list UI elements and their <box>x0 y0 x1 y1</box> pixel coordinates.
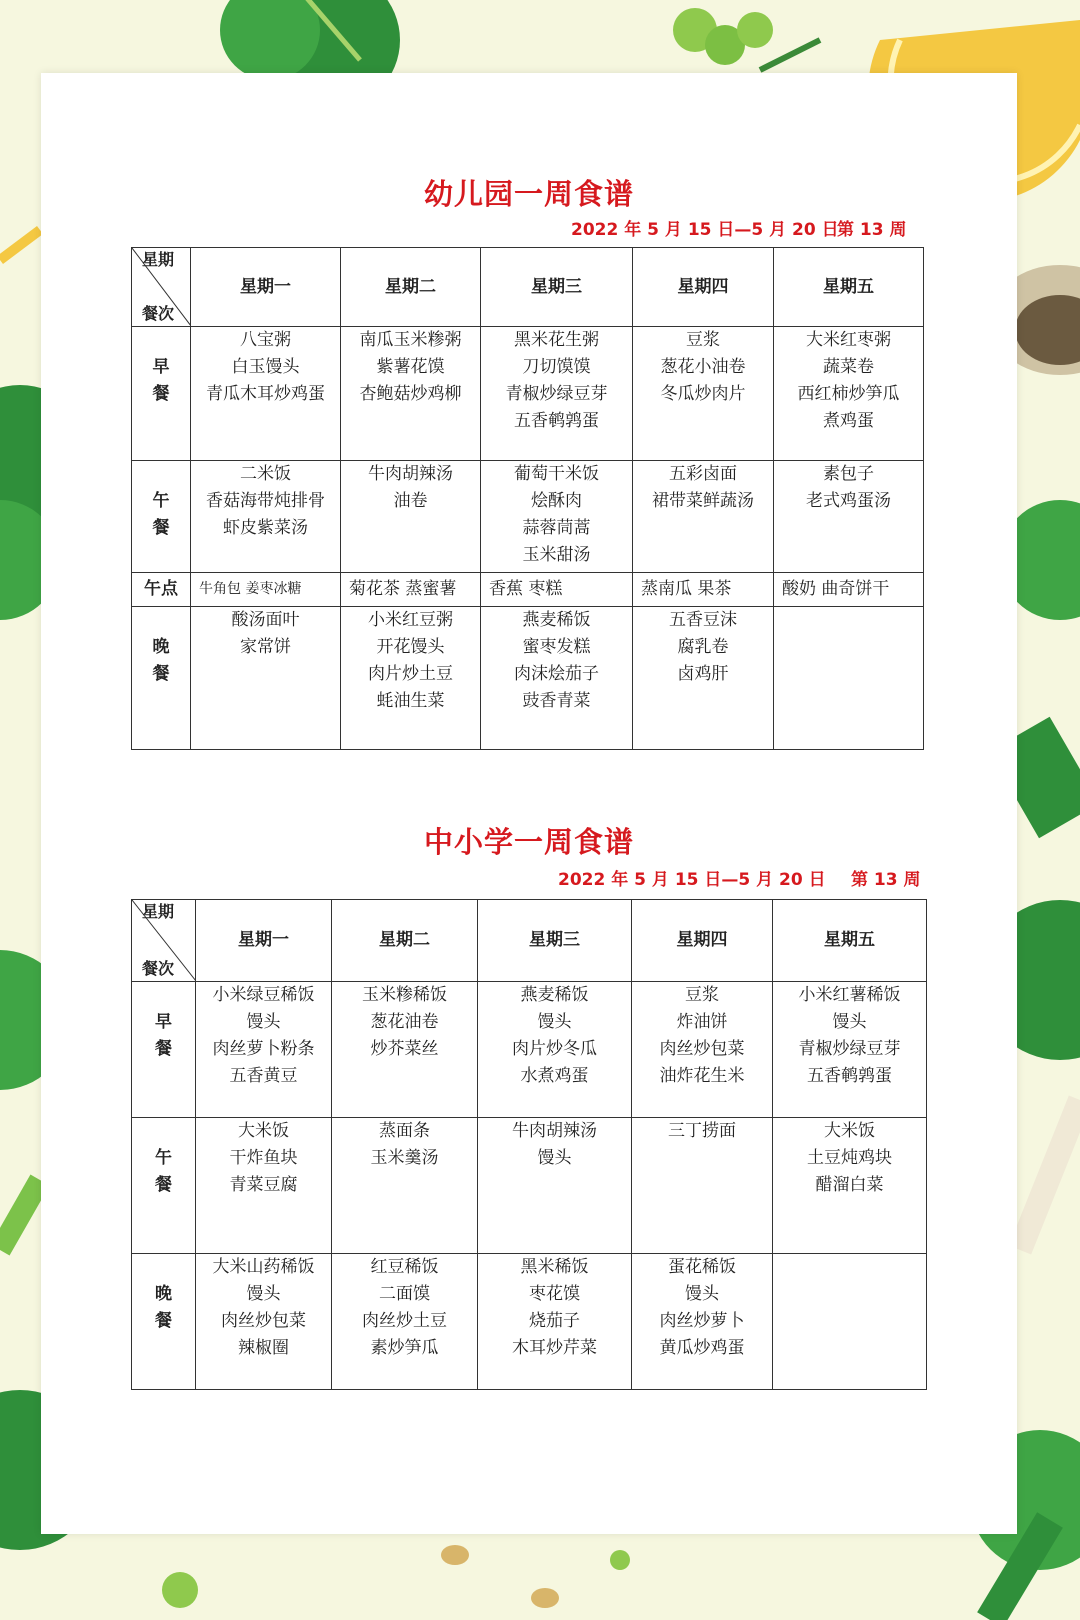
dish-item: 腐乳卷 <box>677 637 729 657</box>
menu-paper <box>41 73 1017 1534</box>
dish-item: 冬瓜炒肉片 <box>660 384 746 404</box>
dish-item: 大米饭 <box>824 1121 875 1141</box>
dish-item: 蔬菜卷 <box>823 357 874 377</box>
day-header-2: 星期二 <box>341 248 481 327</box>
dish-item: 肉丝炒萝卜 <box>659 1311 745 1331</box>
dish-item: 炸油饼 <box>676 1012 728 1032</box>
dish-item: 肉片炒土豆 <box>368 664 453 684</box>
menu-cell <box>773 1118 927 1254</box>
dish-item: 烩酥肉 <box>531 491 582 511</box>
menu-cell <box>196 1254 332 1390</box>
day-header-5: 星期五 <box>773 900 927 982</box>
dish-item: 裙带菜鲜蔬汤 <box>652 491 754 511</box>
dish-item: 馒头 <box>685 1284 719 1304</box>
dish-item: 肉丝炒包菜 <box>659 1039 745 1059</box>
dish-item: 五香鹌鹑蛋 <box>514 411 599 431</box>
meal-row <box>132 982 927 1118</box>
dish-item: 蚝油生菜 <box>376 691 445 711</box>
dish-item: 豆浆 <box>686 330 720 350</box>
menu-cell <box>632 1254 773 1390</box>
dish-item: 青瓜木耳炒鸡蛋 <box>206 384 325 404</box>
dish-item: 燕麦稀饭 <box>522 610 591 630</box>
dish-item: 酸汤面叶 <box>231 610 300 630</box>
meal-label: 晚 餐 <box>132 1254 196 1390</box>
menu-cell <box>481 607 633 750</box>
school-menu-table <box>131 899 927 1390</box>
dish-item: 香菇海带炖排骨 <box>206 491 325 511</box>
dish-item: 小米红豆粥 <box>368 610 453 630</box>
menu-cell <box>332 1254 478 1390</box>
dish-item: 肉丝炒土豆 <box>362 1311 447 1331</box>
menu-cell: 蒸南瓜 果茶 <box>633 573 774 607</box>
dish-item: 燕麦稀饭 <box>520 985 589 1005</box>
dish-item: 土豆炖鸡块 <box>807 1148 892 1168</box>
menu-cell <box>478 1118 632 1254</box>
day-header-1: 星期一 <box>191 248 341 327</box>
menu-cell <box>191 327 341 461</box>
dish-item: 肉丝炒包菜 <box>221 1311 306 1331</box>
dish-item: 大米山药稀饭 <box>212 1257 315 1277</box>
dish-item: 醋溜白菜 <box>815 1175 884 1195</box>
menu-cell <box>633 607 774 750</box>
meal-row <box>132 461 924 573</box>
dish-item: 肉片炒冬瓜 <box>512 1039 597 1059</box>
meal-row <box>132 1118 927 1254</box>
dish-item: 紫薯花馍 <box>376 357 445 377</box>
menu-cell <box>341 461 481 573</box>
dish-item: 杏鲍菇炒鸡柳 <box>359 384 462 404</box>
dish-item: 蜜枣发糕 <box>522 637 591 657</box>
meal-row <box>132 573 924 607</box>
menu-cell <box>773 1254 927 1390</box>
day-header-4: 星期四 <box>632 900 773 982</box>
dish-item: 家常饼 <box>240 637 291 657</box>
menu-cell <box>774 461 924 573</box>
dish-item: 豉香青菜 <box>522 691 591 711</box>
day-header-4: 星期四 <box>633 248 774 327</box>
dish-item: 牛肉胡辣汤 <box>368 464 453 484</box>
dish-item: 五香黄豆 <box>229 1066 298 1086</box>
day-header-3: 星期三 <box>478 900 632 982</box>
meal-label: 午 餐 <box>132 1118 196 1254</box>
dish-item: 青菜豆腐 <box>229 1175 298 1195</box>
dish-item: 刀切馍馍 <box>522 357 591 377</box>
menu-cell <box>632 982 773 1118</box>
dish-item: 小米红薯稀饭 <box>798 985 901 1005</box>
corner-label-weekday: 星期 <box>142 902 175 921</box>
dish-item: 肉沫烩茄子 <box>514 664 599 684</box>
school-title: 中小学一周食谱 <box>423 825 634 859</box>
dish-item: 烧茄子 <box>529 1311 580 1331</box>
dish-item: 二面馍 <box>379 1284 430 1304</box>
dish-item: 黑米稀饭 <box>520 1257 589 1277</box>
dish-item: 青椒炒绿豆芽 <box>798 1039 901 1059</box>
school-week-number: 第 13 周 <box>851 870 921 890</box>
menu-cell <box>478 1254 632 1390</box>
day-header-5: 星期五 <box>774 248 924 327</box>
day-header-3: 星期三 <box>481 248 633 327</box>
dish-item: 肉丝萝卜粉条 <box>212 1039 315 1059</box>
menu-cell <box>478 982 632 1118</box>
meal-row <box>132 327 924 461</box>
dish-item: 小米绿豆稀饭 <box>212 985 315 1005</box>
dish-item: 蒸面条 <box>379 1121 430 1141</box>
menu-cell <box>633 461 774 573</box>
corner-label-weekday: 星期 <box>142 250 175 269</box>
kindergarten-week-number: 第 13 周 <box>837 220 907 240</box>
dish-item: 素炒笋瓜 <box>370 1338 439 1358</box>
meal-row <box>132 1254 927 1390</box>
dish-item: 西红柿炒笋瓜 <box>797 384 900 404</box>
dish-item: 馒头 <box>246 1012 281 1032</box>
menu-cell <box>191 607 341 750</box>
dish-item: 玉米羹汤 <box>370 1148 439 1168</box>
dish-item: 黄瓜炒鸡蛋 <box>659 1338 745 1358</box>
dish-item: 牛肉胡辣汤 <box>512 1121 597 1141</box>
menu-cell <box>332 1118 478 1254</box>
menu-cell <box>632 1118 773 1254</box>
day-header-2: 星期二 <box>332 900 478 982</box>
corner-label-meal: 餐次 <box>142 959 175 978</box>
corner-header-cell <box>132 248 191 327</box>
dish-item: 五香鹌鹑蛋 <box>807 1066 892 1086</box>
dish-item: 水煮鸡蛋 <box>520 1066 589 1086</box>
menu-cell <box>481 461 633 573</box>
dish-item: 煮鸡蛋 <box>823 411 874 431</box>
dish-item: 五香豆沫 <box>669 610 737 630</box>
menu-cell <box>481 327 633 461</box>
dish-item: 黑米花生粥 <box>514 330 599 350</box>
school-date-range: 2022 年 5 月 15 日—5 月 20 日 <box>558 870 826 890</box>
corner-label-meal: 餐次 <box>142 304 175 323</box>
meal-label: 晚 餐 <box>132 607 191 750</box>
menu-cell <box>341 327 481 461</box>
dish-item: 素包子 <box>823 464 874 484</box>
dish-item: 蛋花稀饭 <box>668 1257 736 1277</box>
dish-item: 玉米糁稀饭 <box>362 985 447 1005</box>
dish-item: 葡萄干米饭 <box>514 464 599 484</box>
menu-cell <box>196 1118 332 1254</box>
menu-cell: 菊花茶 蒸蜜薯 <box>341 573 481 607</box>
menu-cell <box>191 461 341 573</box>
menu-cell <box>773 982 927 1118</box>
dish-item: 白玉馒头 <box>231 357 300 377</box>
dish-item: 开花馒头 <box>376 637 445 657</box>
dish-item: 葱花油卷 <box>370 1012 439 1032</box>
menu-cell: 牛角包 姜枣冰糖 <box>191 573 341 607</box>
dish-item: 玉米甜汤 <box>522 545 591 565</box>
dish-item: 枣花馍 <box>529 1284 580 1304</box>
dish-item: 卤鸡肝 <box>677 664 729 684</box>
dish-item: 大米饭 <box>238 1121 289 1141</box>
menu-cell <box>774 607 924 750</box>
dish-item: 二米饭 <box>240 464 291 484</box>
dish-item: 馒头 <box>537 1012 572 1032</box>
menu-cell <box>332 982 478 1118</box>
dish-item: 油炸花生米 <box>659 1066 745 1086</box>
dish-item: 南瓜玉米糁粥 <box>359 330 462 350</box>
menu-cell: 香蕉 枣糕 <box>481 573 633 607</box>
dish-item: 木耳炒芹菜 <box>512 1338 597 1358</box>
dish-item: 蒜蓉茼蒿 <box>522 518 591 538</box>
meal-label: 早 餐 <box>132 982 196 1118</box>
dish-item: 五彩卤面 <box>669 464 737 484</box>
dish-item: 馒头 <box>246 1284 281 1304</box>
kindergarten-menu-table <box>131 247 924 750</box>
menu-cell <box>774 327 924 461</box>
dish-item: 老式鸡蛋汤 <box>806 491 891 511</box>
meal-row <box>132 607 924 750</box>
dish-item: 八宝粥 <box>240 330 291 350</box>
dish-item: 葱花小油卷 <box>660 357 746 377</box>
dish-item: 馒头 <box>832 1012 867 1032</box>
dish-item: 三丁捞面 <box>668 1121 736 1141</box>
dish-item: 青椒炒绿豆芽 <box>505 384 608 404</box>
corner-header-cell <box>132 900 196 982</box>
dish-item: 大米红枣粥 <box>806 330 891 350</box>
menu-cell <box>633 327 774 461</box>
menu-cell <box>196 982 332 1118</box>
dish-item: 炒芥菜丝 <box>370 1039 439 1059</box>
kindergarten-date-range: 2022 年 5 月 15 日—5 月 20 日 <box>571 220 839 240</box>
dish-item: 油卷 <box>393 491 428 511</box>
dish-item: 馒头 <box>537 1148 572 1168</box>
dish-item: 干炸鱼块 <box>229 1148 298 1168</box>
meal-label: 早 餐 <box>132 327 191 461</box>
dish-item: 辣椒圈 <box>238 1338 289 1358</box>
dish-item: 红豆稀饭 <box>370 1257 439 1277</box>
menu-cell <box>341 607 481 750</box>
meal-label: 午 餐 <box>132 461 191 573</box>
menu-cell: 酸奶 曲奇饼干 <box>774 573 924 607</box>
kindergarten-title: 幼儿园一周食谱 <box>423 177 634 211</box>
dish-item: 虾皮紫菜汤 <box>223 518 308 538</box>
meal-label: 午点 <box>132 573 191 607</box>
day-header-1: 星期一 <box>196 900 332 982</box>
dish-item: 豆浆 <box>685 985 719 1005</box>
